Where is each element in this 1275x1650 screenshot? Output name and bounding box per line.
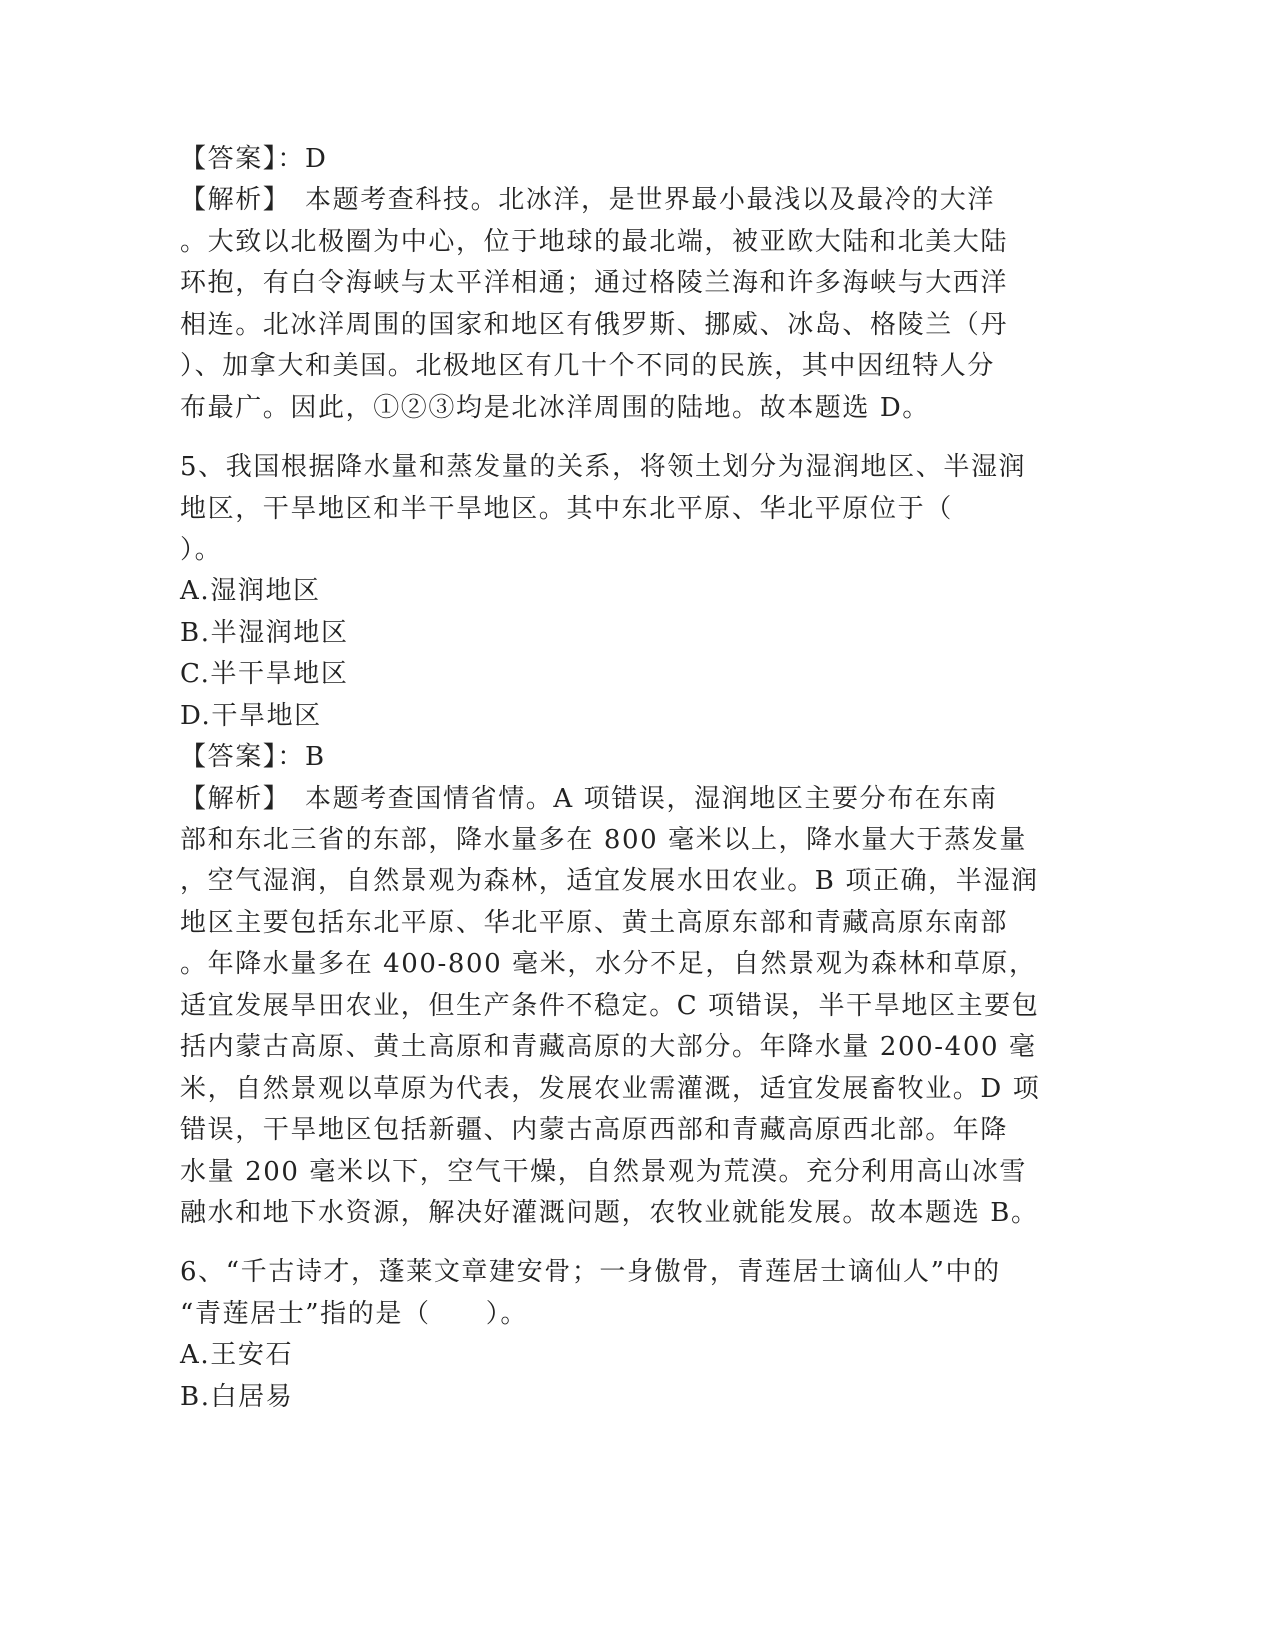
question-stem-line: 6、“千古诗才，蓬莱文章建安骨；一身傲骨，青莲居士谪仙人”中的 [180, 1257, 1001, 1288]
question-stem-line: 5、我国根据降水量和蒸发量的关系，将领土划分为湿润地区、半湿润 [180, 452, 1027, 483]
analysis-line: 环抱，有白令海峡与太平洋相通；通过格陵兰海和许多海峡与大西洋 [180, 268, 1009, 299]
analysis-line: 。大致以北极圈为中心，位于地球的最北端，被亚欧大陆和北美大陆 [180, 226, 1009, 257]
analysis-line: 【解析】 本题考查科技。北冰洋，是世界最小最浅以及最冷的大洋 [180, 185, 996, 216]
analysis-line: ，空气湿润，自然景观为森林，适宜发展水田农业。B 项正确，半湿润 [180, 866, 1039, 897]
analysis-line: 。年降水量多在 400-800 毫米，水分不足，自然景观为森林和草原， [180, 949, 1037, 980]
question-4-answer-block [180, 139, 1180, 429]
question-stem-line: ）。 [180, 534, 223, 565]
option-c: C.半干旱地区 [180, 659, 349, 690]
analysis-line: 水量 200 毫米以下，空气干燥，自然景观为荒漠。充分利用高山冰雪 [180, 1156, 1027, 1187]
option-b: B.白居易 [180, 1381, 294, 1412]
answer-line: 【答案】：D [180, 144, 328, 174]
option-b: B.半湿润地区 [180, 617, 349, 648]
option-a: A.王安石 [180, 1340, 294, 1371]
analysis-line: 布最广。因此，①②③均是北冰洋周围的陆地。故本题选 D。 [180, 392, 930, 423]
option-a: A.湿润地区 [180, 576, 321, 607]
question-5 [180, 447, 1180, 1234]
option-d: D.干旱地区 [180, 700, 322, 731]
question-stem-line: “青莲居士”指的是（ ）。 [180, 1298, 528, 1329]
analysis-line: 地区主要包括东北平原、华北平原、黄土高原东部和青藏高原东南部 [180, 907, 1009, 938]
analysis-line: 错误，干旱地区包括新疆、内蒙古高原西部和青藏高原西北部。年降 [180, 1115, 1009, 1146]
analysis-line: 相连。北冰洋周围的国家和地区有俄罗斯、挪威、冰岛、格陵兰（丹 [180, 309, 1009, 340]
question-6 [180, 1252, 1180, 1418]
analysis-line: 适宜发展旱田农业，但生产条件不稳定。C 项错误，半干旱地区主要包 [180, 990, 1040, 1021]
analysis-line: 米，自然景观以草原为代表，发展农业需灌溉，适宜发展畜牧业。D 项 [180, 1073, 1041, 1104]
analysis-line: 【解析】 本题考查国情省情。A 项错误，湿润地区主要分布在东南 [180, 783, 998, 814]
document-content [180, 139, 1180, 1418]
options-list [180, 1335, 1180, 1418]
answer-line: 【答案】：B [180, 742, 326, 773]
analysis-line: 融水和地下水资源，解决好灌溉问题，农牧业就能发展。故本题选 B。 [180, 1197, 1039, 1228]
question-stem-line: 地区，干旱地区和半干旱地区。其中东北平原、华北平原位于（ [180, 493, 953, 524]
analysis-line: 括内蒙古高原、黄土高原和青藏高原的大部分。年降水量 200-400 毫 [180, 1032, 1037, 1063]
options-list [180, 571, 1180, 737]
analysis-line: 部和东北三省的东部，降水量多在 800 毫米以上，降水量大于蒸发量 [180, 825, 1027, 855]
analysis-line: ）、加拿大和美国。北极地区有几十个不同的民族，其中因纽特人分 [180, 351, 996, 382]
